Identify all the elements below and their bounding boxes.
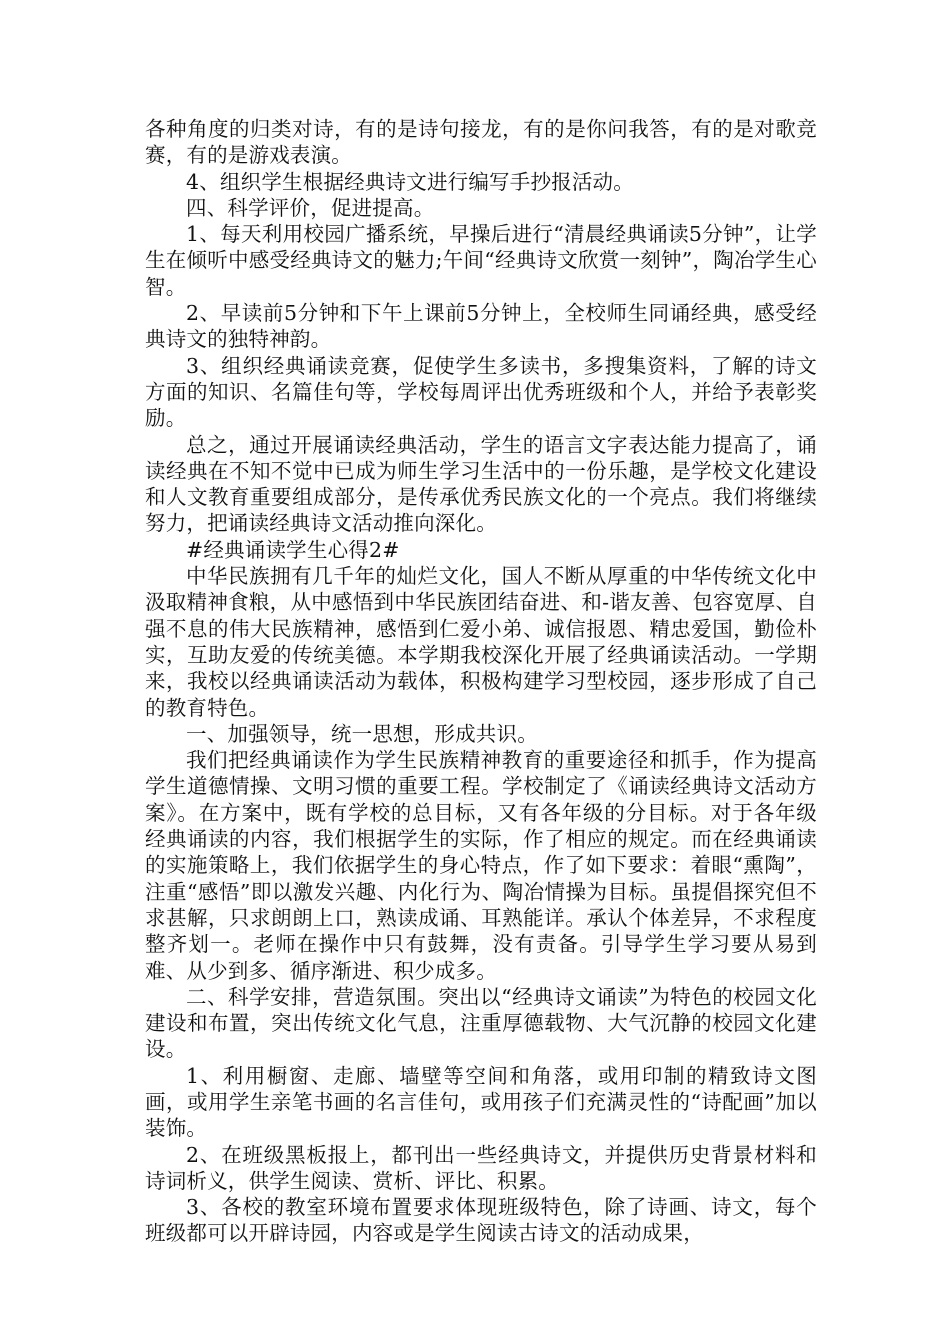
paragraph-item-3: 3、组织经典诵读竞赛，促使学生多读书，多搜集资料，了解的诗文方面的知识、名篇佳句等，学校每周评出优秀班级和个人，并给予表彰奖励。 [145, 353, 817, 431]
paragraph-item-4: 4、组织学生根据经典诗文进行编写手抄报活动。 [186, 169, 634, 194]
paragraph-intro: 中华民族拥有几千年的灿烂文化，国人不断从厚重的中华传统文化中汲取精神食粮，从中感悟到中华民族团结奋进、和-谐友善、包容宽厚、自强不息的伟大民族精神，感悟到仁爱小弟、诚信报恩、精忠爱国，勤俭朴实，互助友爱的传统美德。本学期我校深化开展了经典诵读活动。一学期来，我校以经典诵读活动为载体，积极构建学习型校园，逐步形成了自己的教育特色。 [145, 564, 817, 720]
article-title: #经典诵读学生心得2# [186, 537, 400, 562]
section-heading-2: 二、科学安排，营造氛围。突出以“经典诗文诵读”为特色的校园文化建设和布置，突出传统文化气息，注重厚德载物、大气沉静的校园文化建设。 [145, 984, 817, 1062]
paragraph-item-2b: 2、在班级黑板报上，都刊出一些经典诗文，并提供历史背景材料和诗词析义，供学生阅读、赏析、评比、积累。 [145, 1142, 817, 1193]
paragraph-summary: 总之，通过开展诵读经典活动，学生的语言文字表达能力提高了，诵读经典在不知不觉中已成为师生学习生活中的一份乐趣，是学校文化建设和人文教育重要组成部分，是传承优秀民族文化的一个亮点。我们将继续努力，把诵读经典诗文活动推向深化。 [145, 432, 817, 536]
paragraph-body: 我们把经典诵读作为学生民族精神教育的重要途径和抓手，作为提高学生道德情操、文明习惯的重要工程。学校制定了《诵读经典诗文活动方案》。在方案中，既有学校的总目标，又有各年级的分目标。对于各年级经典诵读的内容，我们根据学生的实际，作了相应的规定。而在经典诵读的实施策略上，我们依据学生的身心特点，作了如下要求：着眼“熏陶”，注重“感悟”即以激发兴趣、内化行为、陶冶情操为目标。虽提倡探究但不求甚解，只求朗朗上口，熟读成诵、耳熟能详。承认个体差异，不求程度整齐划一。老师在操作中只有鼓舞，没有责备。引导学生学习要从易到难、从少到多、循序渐进、积少成多。 [145, 748, 817, 983]
section-heading-1: 一、加强领导，统一思想，形成共识。 [186, 721, 538, 746]
section-heading-4: 四、科学评价，促进提高。 [186, 195, 435, 220]
paragraph-item-3b: 3、各校的教室环境布置要求体现班级特色，除了诗画、诗文，每个班级都可以开辟诗园，内容或是学生阅读古诗文的活动成果， [145, 1195, 817, 1246]
document-body [145, 116, 817, 1247]
paragraph-continuation: 各种角度的归类对诗，有的是诗句接龙，有的是你问我答，有的是对歌竞赛，有的是游戏表演。 [145, 117, 817, 168]
paragraph-item-1b: 1、利用橱窗、走廊、墙壁等空间和角落，或用印制的精致诗文图画，或用学生亲笔书画的名言佳句，或用孩子们充满灵性的“诗配画”加以装饰。 [145, 1063, 817, 1141]
paragraph-item-1: 1、每天利用校园广播系统，早操后进行“清晨经典诵读5分钟”，让学生在倾听中感受经典诗文的魅力;午间“经典诗文欣赏一刻钟”，陶冶学生心智。 [145, 222, 817, 299]
paragraph-item-2: 2、早读前5分钟和下午上课前5分钟上，全校师生同诵经典，感受经典诗文的独特神韵。 [145, 301, 817, 352]
